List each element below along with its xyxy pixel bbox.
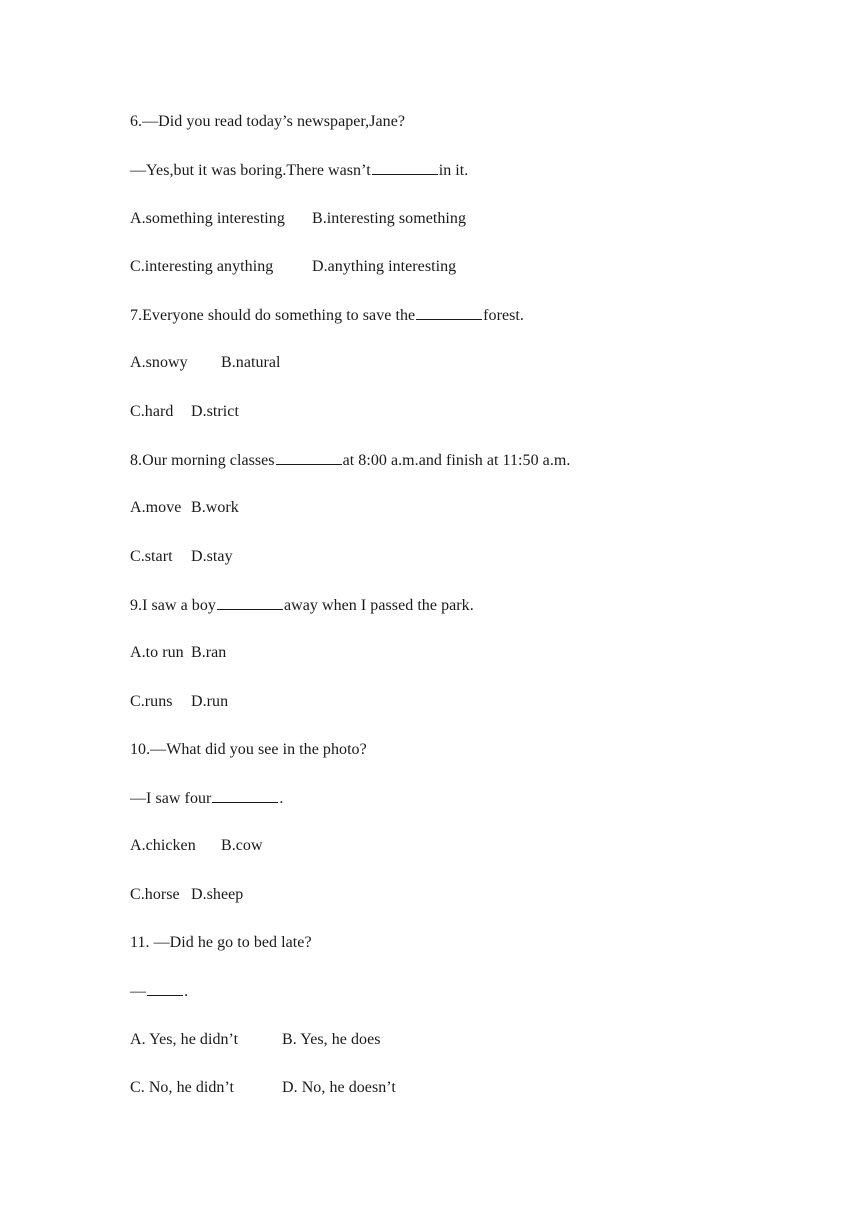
q7-option-c: C.hard [130,402,174,420]
q7-options-row-2 [130,398,770,446]
q8-option-a: A.move [130,499,182,517]
q9-option-c: C.runs [130,692,173,710]
q11-option-a: A. Yes, he didn’t [130,1030,239,1048]
q8-options-row-1 [130,494,770,542]
answer-blank [416,301,482,320]
q7-stem-line-1 [130,301,770,349]
q6-stem-line-1 [130,108,770,156]
answer-blank [217,591,283,610]
q10-option-c: C.horse [130,885,180,903]
q11-stem-text: 11. —Did he go to bed late? [130,934,312,952]
q8-stem-before-blank: 8.Our morning classes [130,452,275,470]
q8-option-b: B.work [191,499,239,517]
q8-stem-after-blank: at 8:00 a.m.and finish at 11:50 a.m. [342,452,571,470]
q8-option-c: C.start [130,547,173,565]
q10-option-a: A.chicken [130,837,196,855]
q7-option-d: D.strict [191,402,239,420]
q7-stem-after-blank: forest. [483,307,524,325]
q11-stem-after-blank: . [184,983,189,1001]
answer-blank [147,977,183,996]
q9-option-b: B.ran [191,644,227,662]
q9-option-d: D.run [191,692,229,710]
q6-stem-line-2 [130,156,770,204]
q6-stem-text: 6.—Did you read today’s newspaper,Jane? [130,113,406,130]
q7-option-a: A.snowy [130,354,188,372]
q11-options-row-1 [130,1026,770,1074]
q6-options-row-2 [130,253,770,301]
q11-options-row-2 [130,1074,770,1122]
q10-options-row-1 [130,832,770,880]
q7-option-b: B.natural [221,354,281,372]
q10-stem-line-2 [130,784,770,832]
q8-stem-line-1 [130,446,770,494]
q9-options-row-2 [130,688,770,736]
q7-options-row-1 [130,349,770,397]
q11-stem-line-2 [130,977,770,1025]
q10-options-row-2 [130,881,770,929]
answer-blank [372,156,438,175]
q11-stem-before-blank: — [130,983,147,1001]
q8-option-d: D.stay [191,547,233,565]
q9-stem-after-blank: away when I passed the park. [283,596,474,614]
q11-option-c: C. No, he didn’t [130,1078,235,1096]
q11-stem-line-1 [130,929,770,977]
q7-stem-before-blank: 7.Everyone should do something to save the [130,307,416,325]
q11-option-d: D. No, he doesn’t [282,1078,396,1096]
q8-options-row-2 [130,543,770,591]
q10-option-b: B.cow [221,837,263,855]
q10-stem-line-1 [130,736,770,784]
worksheet [130,108,770,1122]
q6-option-d: D.anything interesting [312,257,457,275]
q6-options-row-1 [130,205,770,253]
q9-stem-before-blank: 9.I saw a boy [130,596,216,614]
q9-option-a: A.to run [130,644,184,662]
q6-option-a: A.something interesting [130,209,285,227]
q6-option-b: B.interesting something [312,209,467,227]
q6-stem-before-blank: —Yes,but it was boring.There wasn’t [130,162,371,180]
q11-option-b: B. Yes, he does [282,1030,381,1048]
answer-blank [276,446,342,465]
q9-stem-line-1 [130,591,770,639]
q10-stem-after-blank: . [279,790,284,808]
q10-stem-before-blank: —I saw four [130,790,212,808]
q6-stem-after-blank: in it. [438,162,469,180]
q10-stem-text: 10.—What did you see in the photo? [130,740,367,758]
answer-blank [212,784,278,803]
q6-option-c: C.interesting anything [130,257,274,275]
q10-option-d: D.sheep [191,885,244,903]
q9-options-row-1 [130,639,770,687]
